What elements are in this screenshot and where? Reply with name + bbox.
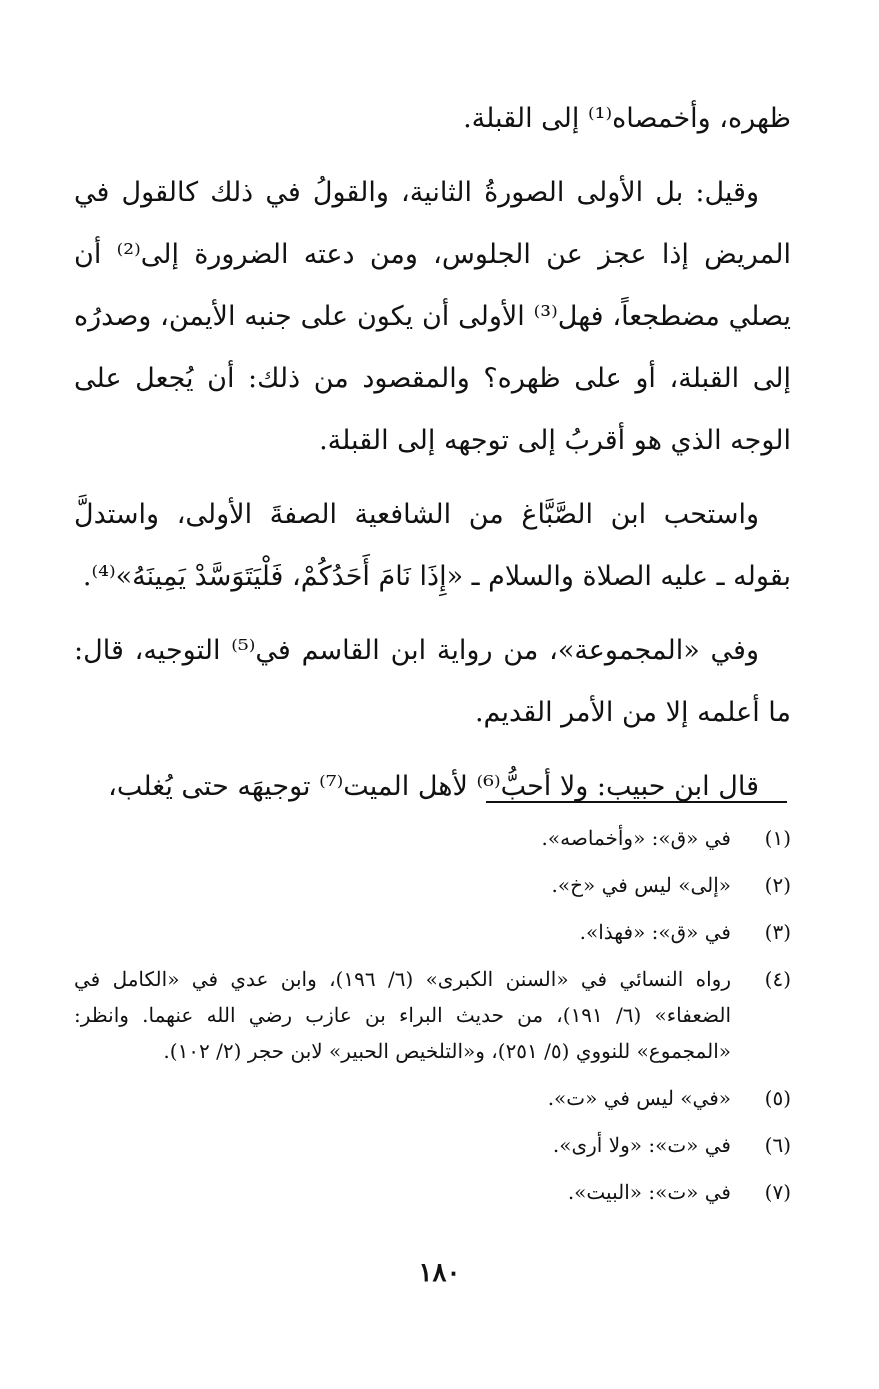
footnote-text: في «ت»: «ولا أرى». bbox=[552, 1133, 731, 1157]
paragraph: قال ابن حبيب: ولا أحبُّ⁽⁶⁾ لأهل الميت⁽⁷⁾ توجيهَه حتى يُغلب، bbox=[108, 771, 759, 802]
footnote-separator bbox=[486, 801, 787, 803]
paragraph: وفي «المجموعة»، من رواية ابن القاسم في⁽⁵⁾ التوجيه، قال: ما أعلمه إلا من الأمر القديم. bbox=[74, 635, 791, 728]
footnote-number: (٣) bbox=[764, 920, 791, 944]
footnote-text: في «ت»: «البيت». bbox=[567, 1180, 731, 1204]
footnote-number: (٧) bbox=[764, 1180, 791, 1204]
footnote-text: «في» ليس في «ت». bbox=[547, 1086, 731, 1110]
paragraph: واستحب ابن الصَّبَّاغ من الشافعية الصفةَ الأولى، واستدلَّ بقوله ـ عليه الصلاة والسلام ـ «إِذَا نَامَ أَحَدُكُمْ، فَلْيَتَوَسَّدْ يَمِينَهُ»⁽⁴⁾. bbox=[74, 499, 791, 592]
footnote-text: «إلى» ليس في «خ». bbox=[551, 873, 731, 897]
footnote-text: في «ق»: «وأخماصه». bbox=[541, 826, 731, 850]
footnote-number: (٦) bbox=[764, 1133, 791, 1157]
paragraph: ظهره، وأخمصاه⁽¹⁾ إلى القبلة. bbox=[463, 103, 791, 134]
paragraph: وقيل: بل الأولى الصورةُ الثانية، والقولُ في ذلك كالقول في المريض إذا عجز عن الجلوس، ومن دعته الضرورة إلى⁽²⁾ أن يصلي مضطجعاً، فهل⁽³⁾ الأولى أن يكون على جنبه الأيمن، وصدرُه إلى القبلة، أو على ظهره؟ والمقصود من ذلك: أن يُجعل على الوجه الذي هو أقربُ إلى توجهه إلى القبلة. bbox=[74, 177, 791, 456]
footnote-number: (٤) bbox=[764, 967, 791, 991]
footnote bbox=[74, 914, 791, 950]
main-text bbox=[74, 88, 791, 830]
footnote bbox=[74, 1174, 791, 1210]
footnote-number: (٥) bbox=[764, 1086, 791, 1110]
footnote bbox=[74, 1127, 791, 1163]
footnote-text: رواه النسائي في «السنن الكبرى» (٦/ ١٩٦)، وابن عدي في «الكامل في الضعفاء» (٦/ ١٩١)، من حديث البراء بن عازب رضي الله عنهما. وانظر: «المجموع» للنووي (٥/ ٢٥١)، و«التلخيص الحبير» لابن حجر (٢/ ١٠٢). bbox=[74, 967, 732, 1063]
page-number: ١٨٠ bbox=[418, 1258, 461, 1288]
footnote bbox=[74, 820, 791, 856]
footnote bbox=[74, 1080, 791, 1116]
footnote-number: (١) bbox=[764, 826, 791, 850]
footnote bbox=[74, 867, 791, 903]
footnotes bbox=[74, 820, 791, 1221]
footnote-text: في «ق»: «فهذا». bbox=[579, 920, 731, 944]
footnote-number: (٢) bbox=[764, 873, 791, 897]
footnote bbox=[74, 961, 791, 1069]
